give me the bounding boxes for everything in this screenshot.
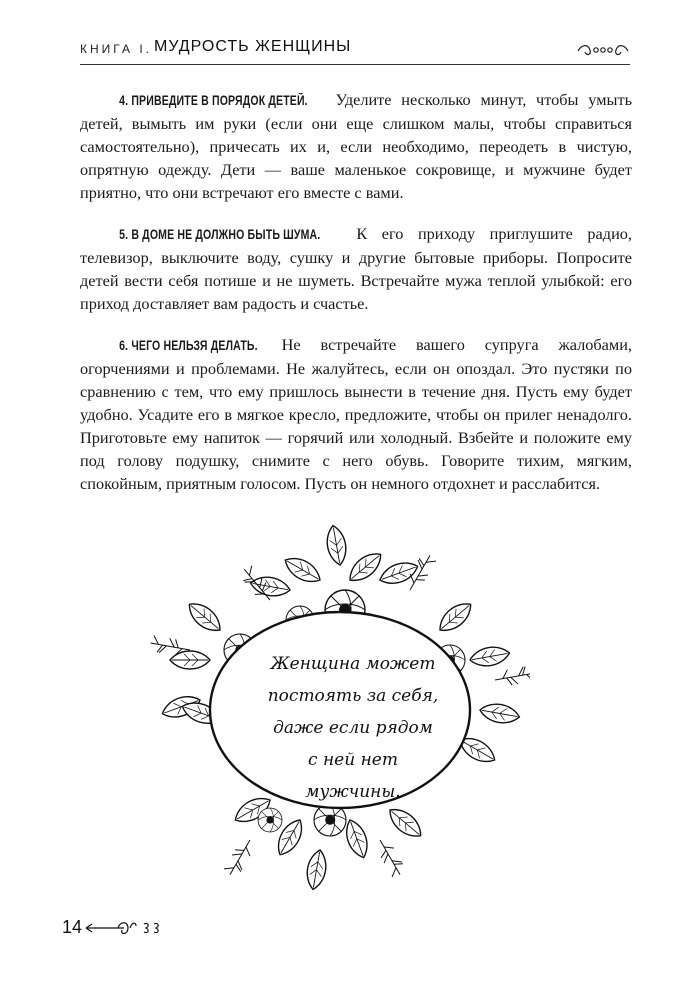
- chapter-title: МУДРОСТЬ ЖЕНЩИНЫ: [154, 38, 352, 55]
- pull-quote: [258, 648, 448, 808]
- paragraph-4: [80, 88, 632, 204]
- arrow-flourish-icon: [84, 918, 164, 938]
- paragraph-text: Уделите несколько минут, чтобы умыть детей, вымыть им руки (если они еще слишком малы, чтобы справиться самостоятельно), причесать их и, если необходимо, переодеть в чистую, опрятную одежду. Дети — ваше маленькое сокровище, и мужчине будет приятно, что они встречают его вместе с вами.: [80, 90, 632, 202]
- running-header: [80, 38, 630, 64]
- quote-line: даже если рядом: [273, 718, 433, 738]
- quote-line: Женщина может: [270, 654, 436, 674]
- paragraph-heading: 4. ПРИВЕДИТЕ В ПОРЯДОК ДЕТЕЙ.: [119, 93, 308, 108]
- paragraph-5: [80, 222, 632, 315]
- paragraph-text: К его приходу приглушите радио, телевизор, выключите воду, сушку и другие бытовые приборы. Попросите детей вести себя потише и не шуметь. Встречайте мужа теплой улыбкой: его приход доставляет вам радость и счастье.: [80, 224, 632, 313]
- paragraph-text: Не встречайте вашего супруга жалобами, огорчениями и проблемами. Не жалуйтесь, если он опоздал. Это пустяки по сравнению с тем, что ему пришлось вынести в течение дня. Пусть ему будет удобно. Усадите его в мягкое кресло, предложите, чтобы он прилег ненадолго. Приготовьте ему напиток — горячий или холодный. Взбейте и положите ему под голову подушку, снимите с него обувь. Говорите тихим, мягким, спокойным, приятным голосом. Пусть он немного отдохнет и расслабится.: [80, 335, 632, 493]
- page-number: 14: [62, 917, 83, 937]
- quote-line: с ней нет мужчины.: [305, 750, 401, 802]
- flourish-ornament-icon: [576, 42, 630, 58]
- book-label: КНИГА I.: [80, 42, 152, 56]
- paragraph-6: [80, 333, 632, 495]
- paragraph-heading: 5. В ДОМЕ НЕ ДОЛЖНО БЫТЬ ШУМА.: [119, 227, 321, 242]
- quote-line: постоять за себя,: [267, 686, 439, 706]
- paragraph-heading: 6. ЧЕГО НЕЛЬЗЯ ДЕЛАТЬ.: [119, 338, 258, 353]
- header-rule: [80, 64, 630, 65]
- body-text: [80, 88, 632, 513]
